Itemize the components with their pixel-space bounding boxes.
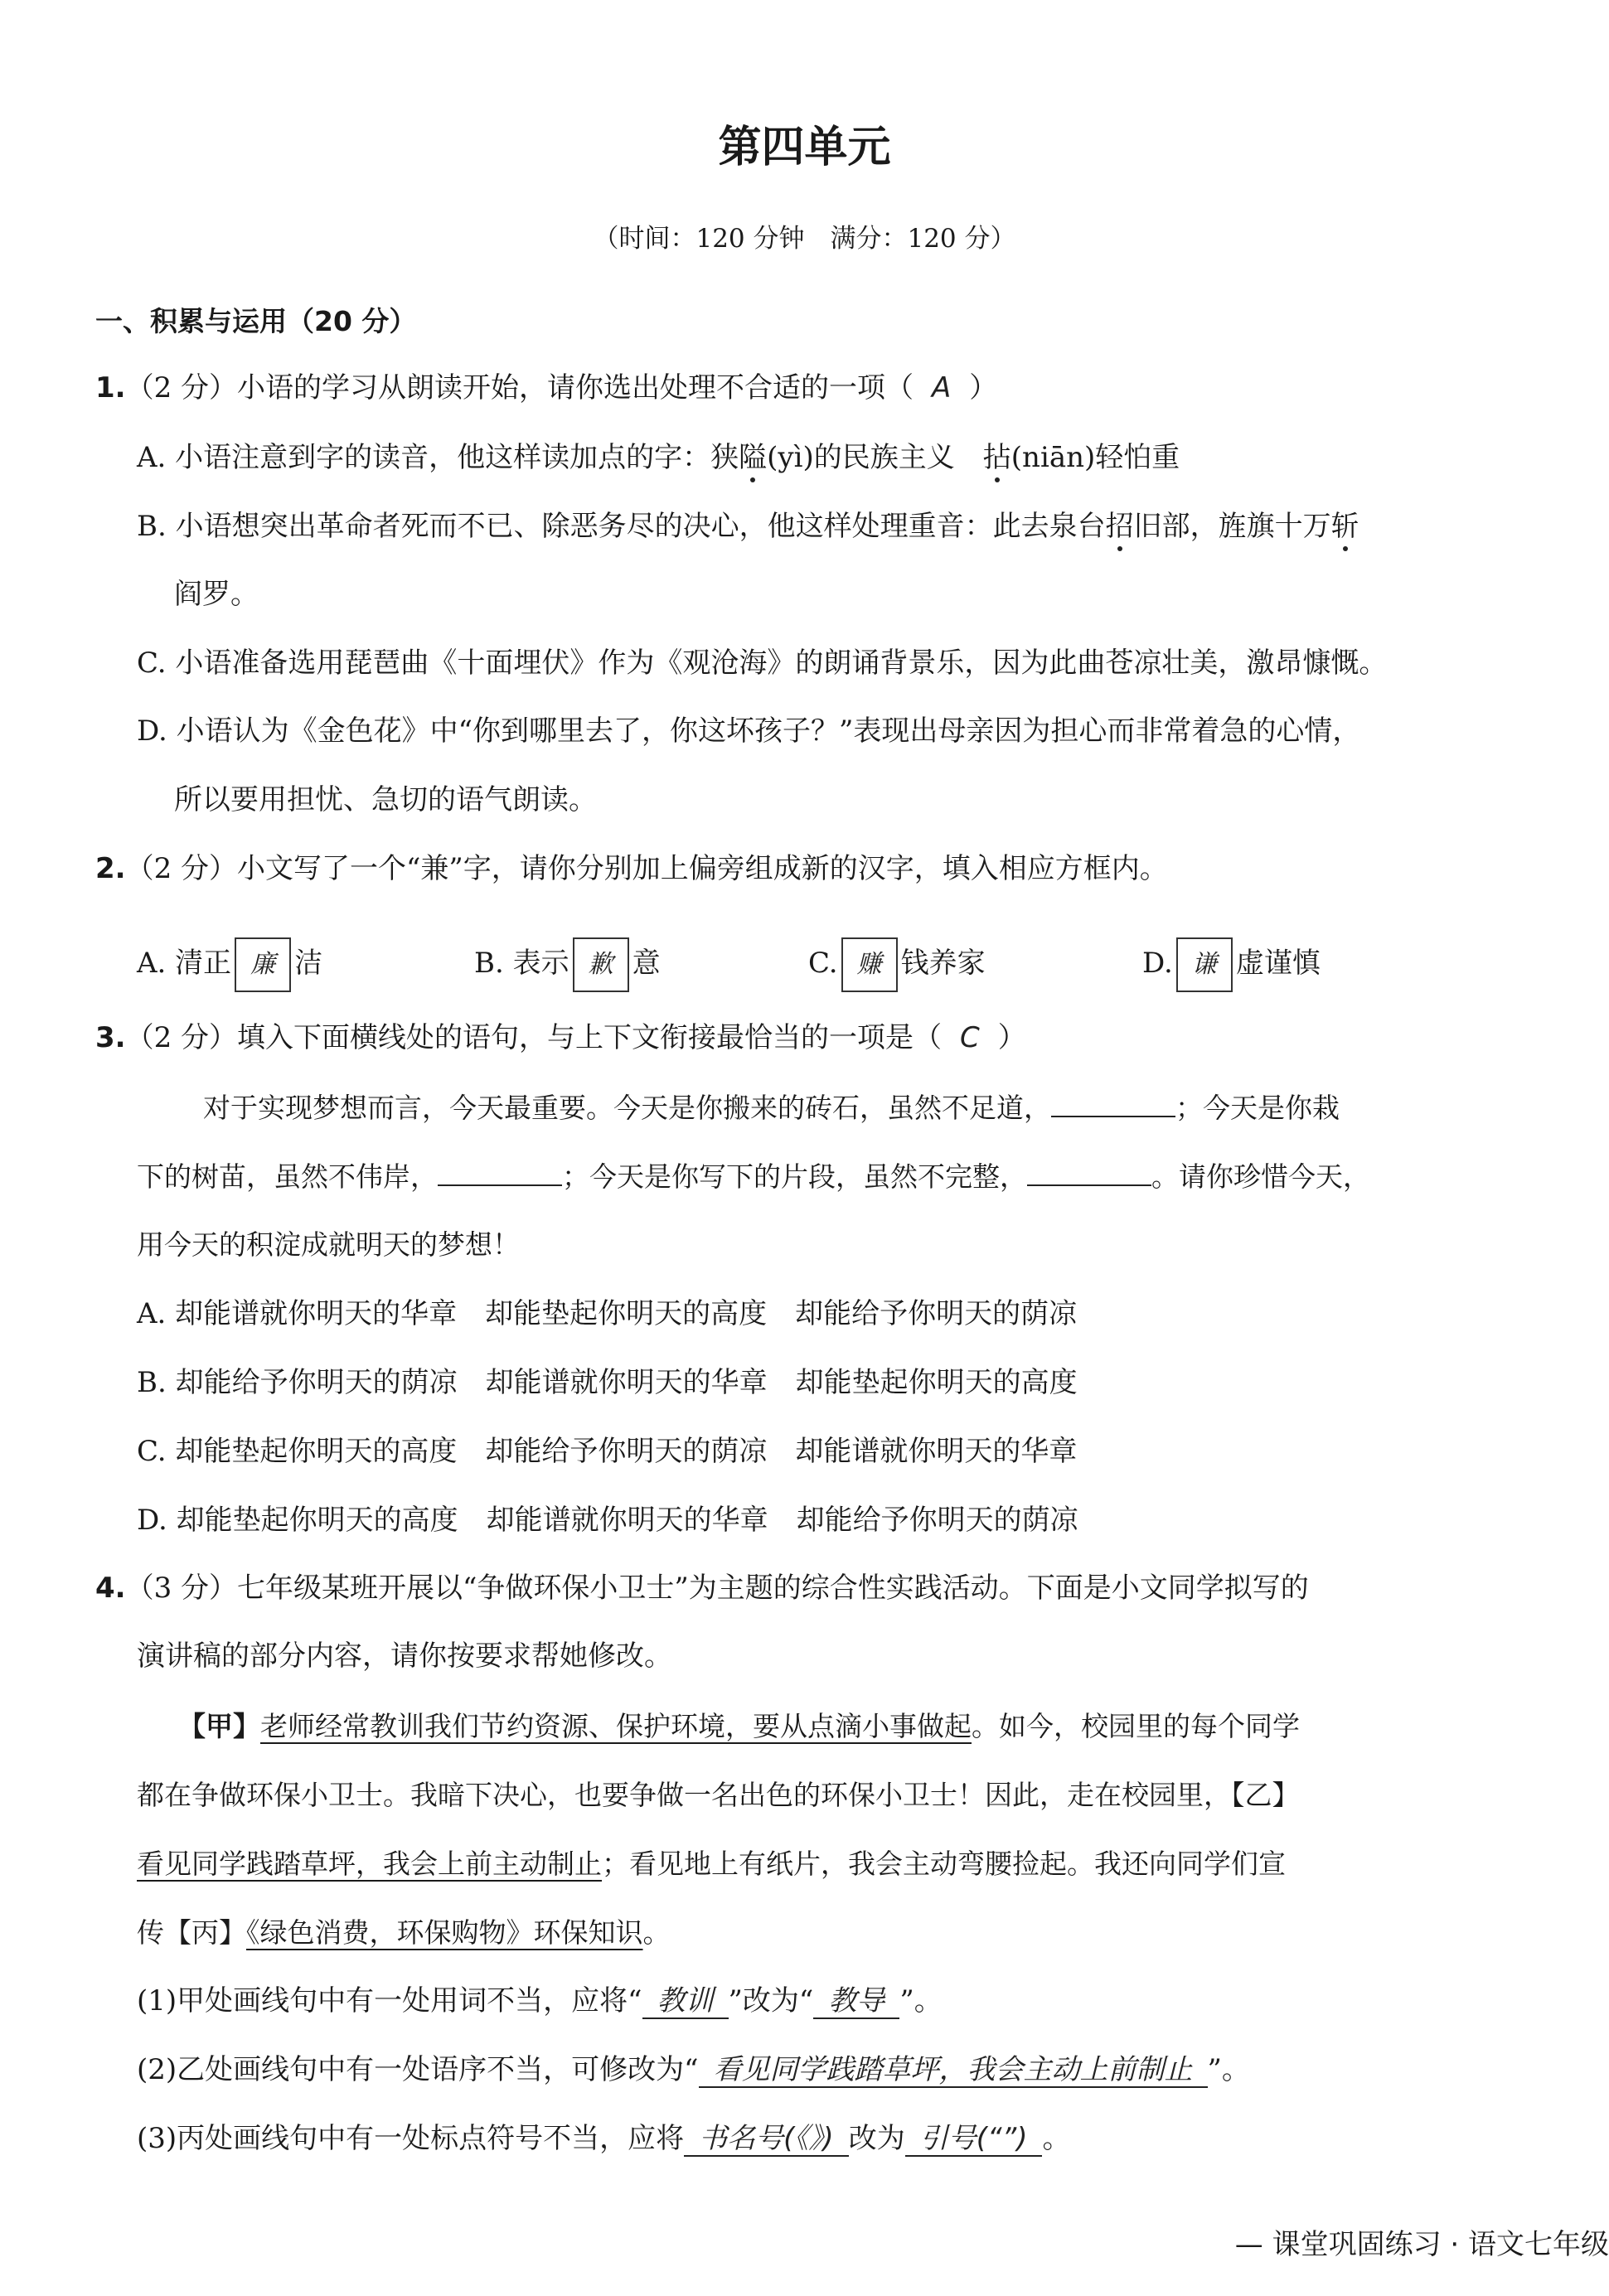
- q1-option-c: C. 小语准备选用琵琶曲《十面埋伏》作为《观沧海》的朗诵背景乐，因为此曲苍凉壮美，激昂慷慨。: [137, 647, 1388, 680]
- q4-answer-1a: 教训: [642, 1984, 729, 2019]
- q3-stem: 3.（2 分）填入下面横线处的语句，与上下文衔接最恰当的一项是（ C ）: [95, 1021, 1026, 1054]
- q2-option-c: C. 赚 钱养家: [808, 937, 986, 992]
- q2-option-b: B. 表示 歉 意: [474, 937, 661, 992]
- q2-option-d: D. 谦 虚谨慎: [1142, 937, 1321, 992]
- q4-answer-1b: 教导: [813, 1984, 899, 2019]
- q4-underline-bing: 《绿色消费，环保购物》环保知识: [246, 1916, 643, 1949]
- q3-passage-line-1: 对于实现梦想而言，今天最重要。今天是你搬来的砖石，虽然不足道， ；今天是你栽: [203, 1092, 1340, 1124]
- q4-number: 4.: [95, 1572, 126, 1605]
- q3-blank-2: [438, 1160, 562, 1186]
- q4-sub-2: (2)乙处画线句中有一处语序不当，可修改为“ 看见同学践踏草坪，我会主动上前制止 ”。: [137, 2053, 1250, 2086]
- q4-sub-3: (3)丙处画线句中有一处标点符号不当，应将 书名号(《》) 改为 引号(“”) 。: [137, 2122, 1071, 2155]
- q3-option-a: A. 却能谱就你明天的华章 却能垫起你明天的高度 却能给予你明天的荫凉: [137, 1297, 1078, 1330]
- q3-option-b: B. 却能给予你明天的荫凉 却能谱就你明天的华章 却能垫起你明天的高度: [137, 1366, 1078, 1399]
- q1-option-a: A. 小语注意到字的读音，他这样读加点的字：狭隘(yì)的民族主义 拈(niān)轻怕重: [137, 441, 1180, 474]
- q4-passage-line-2: 都在争做环保小卫士。我暗下决心，也要争做一名出色的环保小卫士！因此，走在校园里，【乙】: [137, 1779, 1300, 1811]
- q2-box-a: 廉: [235, 937, 291, 992]
- q4-passage-line-3: 看见同学践踏草坪，我会上前主动制止；看见地上有纸片，我会主动弯腰捡起。我还向同学们宣: [137, 1848, 1286, 1880]
- q2-number: 2.: [95, 852, 126, 885]
- q3-option-c: C. 却能垫起你明天的高度 却能给予你明天的荫凉 却能谱就你明天的华章: [137, 1435, 1078, 1468]
- q3-blank-3: [1027, 1160, 1151, 1186]
- q4-underline-jia: 老师经常教训我们节约资源、保护环境，要从点滴小事做起: [260, 1710, 972, 1742]
- q4-passage-line-1: 【甲】老师经常教训我们节约资源、保护环境，要从点滴小事做起。如今，校园里的每个同学: [178, 1710, 1300, 1742]
- q2-option-a: A. 清正 廉 洁: [137, 937, 322, 992]
- q2-box-d: 谦: [1176, 937, 1233, 992]
- q4-stem-cont: 演讲稿的部分内容，请你按要求帮她修改。: [137, 1640, 672, 1673]
- section-heading: 一、积累与运用（20 分）: [95, 305, 417, 337]
- q2-box-c: 赚: [841, 937, 898, 992]
- q4-answer-3a: 书名号(《》): [684, 2122, 849, 2157]
- time-score-info: （时间：120 分钟 满分：120 分）: [593, 224, 1016, 254]
- q3-number: 3.: [95, 1021, 126, 1054]
- page-footer: — 课堂巩固练习 · 语文七年级: [1234, 2228, 1609, 2261]
- q1-stem: 1.（2 分）小语的学习从朗读开始，请你选出处理不合适的一项（ A ）: [95, 371, 998, 404]
- q4-underline-yi: 看见同学践踏草坪，我会上前主动制止: [137, 1848, 602, 1880]
- q1-option-b: B. 小语想突出革命者死而不已、除恶务尽的决心，他这样处理重音：此去泉台招旧部，旌旗十万斩: [137, 510, 1359, 543]
- q1-option-d-cont: 所以要用担忧、急切的语气朗读。: [174, 783, 597, 816]
- q2-stem: 2.（2 分）小文写了一个“兼”字，请你分别加上偏旁组成新的汉字，填入相应方框内。: [95, 852, 1168, 885]
- q1-option-d: D. 小语认为《金色花》中“你到哪里去了，你这坏孩子？”表现出母亲因为担心而非常着急的心情，: [137, 714, 1361, 748]
- q3-passage-line-3: 用今天的积淀成就明天的梦想！: [137, 1228, 520, 1261]
- q3-passage-line-2: 下的树苗，虽然不伟岸， ；今天是你写下的片段，虽然不完整， 。请你珍惜今天，: [137, 1160, 1370, 1193]
- q1-option-b-cont: 阎罗。: [174, 578, 259, 611]
- q3-option-d: D. 却能垫起你明天的高度 却能谱就你明天的华章 却能给予你明天的荫凉: [137, 1504, 1078, 1537]
- q1-answer: A: [932, 371, 952, 404]
- q4-sub-1: (1)甲处画线句中有一处用词不当，应将“ 教训 ”改为“ 教导 ”。: [137, 1984, 943, 2017]
- q1-number: 1.: [95, 371, 126, 404]
- q3-blank-1: [1051, 1091, 1175, 1117]
- page-title: 第四单元: [718, 122, 891, 172]
- q4-stem: 4.（3 分）七年级某班开展以“争做环保小卫士”为主题的综合性实践活动。下面是小文同学拟写的: [95, 1572, 1309, 1605]
- q4-answer-3b: 引号(“”): [905, 2122, 1043, 2157]
- q4-answer-2: 看见同学践踏草坪，我会主动上前制止: [699, 2053, 1208, 2088]
- q2-box-b: 歉: [573, 937, 629, 992]
- q4-passage-line-4: 传【丙】《绿色消费，环保购物》环保知识。: [137, 1916, 671, 1949]
- q3-answer: C: [960, 1021, 980, 1054]
